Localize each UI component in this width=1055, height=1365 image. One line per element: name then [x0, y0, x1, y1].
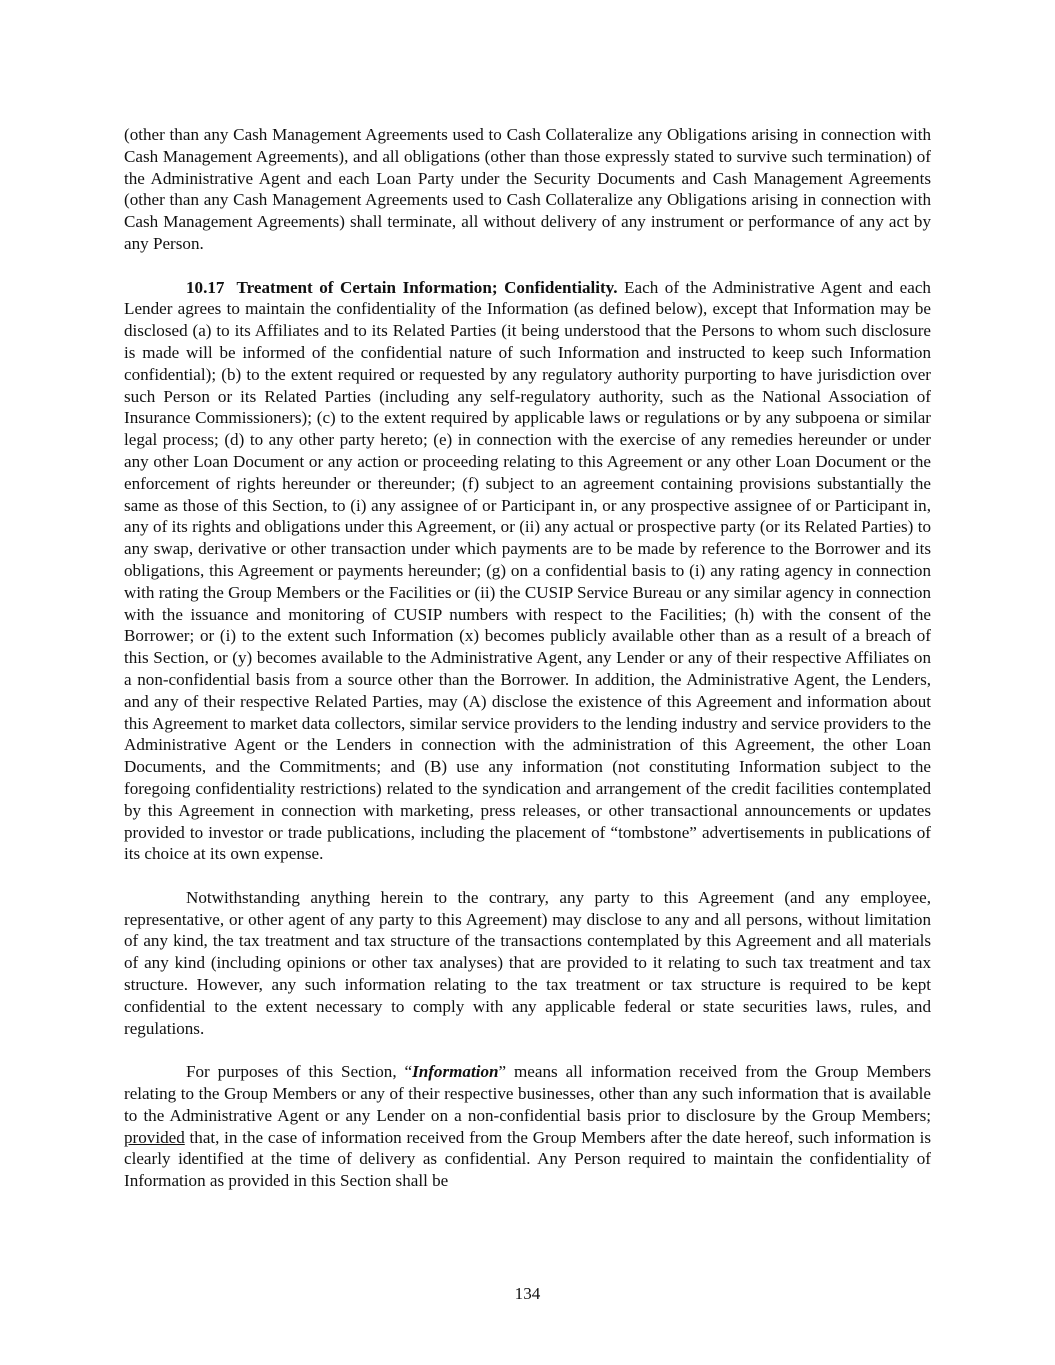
provided-term: provided [124, 1127, 185, 1147]
continuation-paragraph: (other than any Cash Management Agreements used to Cash Collateralize any Obligations arising in connection with Cash Management Agreements), and all obligations (other than those expressly stated to survive such termination) of the Administrative Agent and each Loan Party under the Security Documents and Cash Management Agreements (other than any Cash Management Agreements used to Cash Collateralize any Obligations arising in connection with Cash Management Agreements) shall terminate, all without delivery of any instrument or performance of any act by any Person. [124, 125, 931, 253]
section-body: Each of the Administrative Agent and each Lender agrees to maintain the confidentiality of the Information (as defined below), except that Information may be disclosed (a) to its Affiliates and to its Related Parties (it being understood that the Persons to whom such disclosure is made will be informed of the confidential nature of such Information and instructed to keep such Information confidential); (b) to the extent required or requested by any regulatory authority purporting to have jurisdiction over such Person or its Related Parties (including any self-regulatory authority, such as the National Association of Insurance Commissioners); (c) to the extent required by applicable laws or regulations or by any subpoena or similar legal process; (d) to any other party hereto; (e) in connection with the exercise of any remedies hereunder or under any other Loan Document or any action or proceeding relating to this Agreement or any other Loan Document or the enforcement of rights hereunder or thereunder; (f) subject to an agreement containing provisions substantially the same as those of this Section, to (i) any assignee of or Participant in, or any prospective assignee of or Participant in, any of its rights and obligations under this Agreement, or (ii) any actual or prospective party (or its Related Parties) to any swap, derivative or other transaction under which payments are to be made by reference to the Borrower and its obligations, this Agreement or payments hereunder; (g) on a confidential basis to (i) any rating agency in connection with rating the Group Members or the Facilities or (ii) the CUSIP Service Bureau or any similar agency in connection with the issuance and monitoring of CUSIP numbers with respect to the Facilities; (h) with the consent of the Borrower; or (i) to the extent such Information (x) becomes publicly available other than as a result of a breach of this Section, or (y) becomes available to the Administrative Agent, any Lender or any of their respective Affiliates on a non-confidential basis from a source other than the Borrower. In addition, the Administrative Agent, the Lenders, and any of their respective Related Parties, may (A) disclose the existence of this Agreement and information about this Agreement to market data collectors, similar service providers to the lending industry and service providers to the Administrative Agent or the Lenders in connection with the administration of this Agreement, the other Loan Documents, and the Commitments; and (B) use any information (not constituting Information subject to the foregoing confidentiality restrictions) related to the syndication and arrangement of the credit facilities contemplated by this Agreement in connection with marketing, press releases, or other transactional announcements or updates provided to investor or trade publications, including the placement of “tombstone” advertisements in publications of its choice at its own expense. [124, 277, 931, 864]
section-number: 10.17 [186, 277, 225, 297]
info-lead: For purposes of this Section, “ [186, 1062, 413, 1082]
body-text [124, 124, 931, 1214]
tax-disclosure-paragraph: Notwithstanding anything herein to the contrary, any party to this Agreement (and any employee, representative, or other agent of any party to this Agreement) may disclose to any and all persons, without limitation of any kind, the tax treatment and tax structure of the transactions contemplated by this Agreement and all materials of any kind (including opinions or other tax analyses) that are provided to it relating to such tax treatment and tax structure. However, any such information relating to the tax treatment or tax structure is required to be kept confidential to the extent necessary to comply with any applicable federal or state securities laws, rules, and regulations. [124, 887, 931, 1038]
section-10-17-paragraph [124, 277, 931, 866]
page-number: 134 [514, 1284, 541, 1303]
info-rest: that, in the case of information received from the Group Members after the date hereof, such information is clearly identified at the time of delivery as confidential. Any Person required to maintain the confidentiality of Information as provided in this Section shall be [124, 1127, 931, 1191]
defined-term-information: Information [412, 1062, 499, 1082]
information-definition-paragraph [124, 1061, 931, 1192]
section-title: Treatment of Certain Information; Confidentiality. [236, 277, 618, 297]
info-after-term: ” means all information received from the Group Members relating to the Group Members or any of their respective businesses, other than any such information that is available to the Administrative Agent or any Lender on a non-confidential basis prior to disclosure by the Group Members; [124, 1062, 931, 1125]
